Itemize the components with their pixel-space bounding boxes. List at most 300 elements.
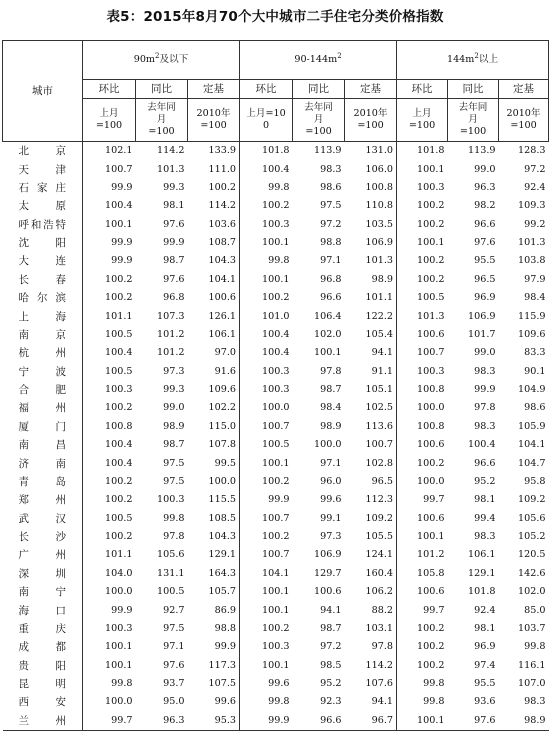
index-value: 94.1 bbox=[345, 693, 397, 711]
index-value: 100.8 bbox=[417, 384, 445, 396]
index-value: 100.2 bbox=[105, 531, 133, 543]
index-value: 99.9 bbox=[111, 237, 133, 249]
subheader-mom: 环比 bbox=[397, 80, 448, 99]
index-value: 107.5 bbox=[188, 675, 240, 693]
index-value: 98.9 bbox=[320, 420, 342, 432]
index-value: 103.1 bbox=[345, 620, 397, 638]
city-name: 重庆 bbox=[3, 620, 83, 638]
index-value: 110.8 bbox=[345, 197, 397, 215]
index-value: 124.1 bbox=[345, 546, 397, 564]
index-value: 100.3 bbox=[417, 181, 445, 193]
index-value: 106.4 bbox=[314, 310, 342, 322]
table-row bbox=[3, 399, 549, 417]
index-value: 100.1 bbox=[417, 163, 445, 175]
index-value: 112.3 bbox=[345, 491, 397, 509]
index-value: 99.9 bbox=[268, 494, 290, 506]
index-value: 97.0 bbox=[188, 344, 240, 362]
index-value: 99.8 bbox=[423, 678, 445, 690]
index-value: 95.5 bbox=[474, 255, 496, 267]
index-value: 90.1 bbox=[524, 365, 546, 377]
table-title: 表5：2015年8月70个大中城市二手住宅分类价格指数 bbox=[106, 9, 444, 25]
index-value: 95.2 bbox=[320, 678, 342, 690]
index-value: 96.3 bbox=[163, 714, 185, 726]
index-value: 99.9 bbox=[188, 638, 240, 656]
index-value: 96.9 bbox=[474, 641, 496, 653]
table-header bbox=[3, 41, 549, 142]
base-header-mom: 上月 =100 bbox=[83, 99, 136, 142]
index-value: 100.5 bbox=[105, 365, 133, 377]
index-value: 97.8 bbox=[320, 365, 342, 377]
index-value: 85.0 bbox=[524, 604, 546, 616]
index-value: 104.0 bbox=[105, 567, 133, 579]
index-value: 100.1 bbox=[262, 604, 290, 616]
index-value: 100.5 bbox=[417, 292, 445, 304]
index-value: 104.1 bbox=[518, 439, 546, 451]
city-name: 郑州 bbox=[3, 491, 83, 509]
index-value: 100.0 bbox=[314, 439, 342, 451]
index-value: 100.2 bbox=[105, 475, 133, 487]
table-row bbox=[3, 693, 549, 711]
index-value: 101.1 bbox=[345, 289, 397, 307]
base-header-yoy: 去年同 月 =100 bbox=[293, 99, 345, 142]
index-value: 100.6 bbox=[417, 512, 445, 524]
index-value: 98.9 bbox=[345, 271, 397, 289]
index-value: 97.2 bbox=[320, 641, 342, 653]
index-value: 98.6 bbox=[320, 181, 342, 193]
index-value: 100.0 bbox=[262, 402, 290, 414]
index-value: 103.7 bbox=[518, 622, 546, 634]
city-name: 福州 bbox=[3, 399, 83, 417]
base-header-base: 2010年 =100 bbox=[188, 99, 240, 142]
index-value: 86.9 bbox=[188, 601, 240, 619]
city-name: 沈阳 bbox=[3, 234, 83, 252]
index-value: 105.8 bbox=[417, 567, 445, 579]
index-value: 97.5 bbox=[163, 622, 185, 634]
index-value: 99.1 bbox=[320, 512, 342, 524]
index-value: 106.9 bbox=[468, 310, 496, 322]
index-value: 100.0 bbox=[105, 586, 133, 598]
subheader-yoy: 同比 bbox=[448, 80, 499, 99]
table-row bbox=[3, 326, 549, 344]
index-value: 106.9 bbox=[345, 234, 397, 252]
index-value: 98.1 bbox=[163, 200, 185, 212]
index-value: 97.6 bbox=[474, 237, 496, 249]
index-value: 104.3 bbox=[188, 528, 240, 546]
index-value: 116.1 bbox=[518, 659, 546, 671]
city-name: 成都 bbox=[3, 638, 83, 656]
table-row bbox=[3, 638, 549, 656]
index-value: 99.8 bbox=[268, 696, 290, 708]
index-value: 105.4 bbox=[345, 326, 397, 344]
index-value: 100.2 bbox=[105, 402, 133, 414]
index-value: 99.5 bbox=[188, 454, 240, 472]
city-name: 呼和浩特 bbox=[3, 216, 83, 234]
index-value: 100.0 bbox=[417, 475, 445, 487]
index-value: 160.4 bbox=[345, 565, 397, 583]
index-value: 109.6 bbox=[188, 381, 240, 399]
table-row bbox=[3, 583, 549, 601]
index-value: 129.7 bbox=[314, 567, 342, 579]
index-value: 100.4 bbox=[262, 163, 290, 175]
index-value: 101.1 bbox=[105, 549, 133, 561]
index-value: 100.7 bbox=[105, 163, 133, 175]
table-row bbox=[3, 528, 549, 546]
index-value: 100.1 bbox=[105, 641, 133, 653]
index-value: 100.4 bbox=[105, 439, 133, 451]
index-value: 109.3 bbox=[518, 200, 546, 212]
index-value: 107.3 bbox=[157, 310, 185, 322]
index-value: 83.3 bbox=[524, 347, 546, 359]
city-name: 昆明 bbox=[3, 675, 83, 693]
index-value: 100.6 bbox=[417, 439, 445, 451]
index-value: 97.5 bbox=[163, 475, 185, 487]
index-value: 100.6 bbox=[417, 328, 445, 340]
index-value: 97.9 bbox=[524, 273, 546, 285]
index-value: 102.0 bbox=[518, 586, 546, 598]
index-value: 96.6 bbox=[320, 714, 342, 726]
city-name: 青岛 bbox=[3, 473, 83, 491]
index-value: 106.2 bbox=[345, 583, 397, 601]
index-value: 100.2 bbox=[417, 622, 445, 634]
city-name: 南京 bbox=[3, 326, 83, 344]
table-row bbox=[3, 657, 549, 675]
index-value: 97.8 bbox=[345, 638, 397, 656]
index-value: 97.8 bbox=[163, 531, 185, 543]
index-value: 104.7 bbox=[518, 457, 546, 469]
index-value: 97.6 bbox=[163, 659, 185, 671]
index-value: 100.1 bbox=[262, 457, 290, 469]
index-value: 99.8 bbox=[423, 696, 445, 708]
index-value: 142.6 bbox=[518, 567, 546, 579]
index-value: 88.2 bbox=[345, 601, 397, 619]
index-value: 99.9 bbox=[111, 255, 133, 267]
group-header-medium: $90-144m^2$ bbox=[240, 41, 397, 80]
index-value: 98.7 bbox=[320, 622, 342, 634]
index-value: 97.1 bbox=[163, 641, 185, 653]
table-row bbox=[3, 675, 549, 693]
index-value: 114.2 bbox=[345, 657, 397, 675]
index-value: 100.8 bbox=[417, 420, 445, 432]
index-value: 105.5 bbox=[345, 528, 397, 546]
table-row bbox=[3, 216, 549, 234]
index-value: 100.1 bbox=[262, 273, 290, 285]
city-name: 深圳 bbox=[3, 565, 83, 583]
table-body bbox=[3, 142, 549, 731]
index-value: 100.7 bbox=[262, 420, 290, 432]
index-value: 97.3 bbox=[320, 531, 342, 543]
index-value: 101.3 bbox=[518, 237, 546, 249]
index-value: 103.5 bbox=[345, 216, 397, 234]
subheader-mom: 环比 bbox=[240, 80, 293, 99]
index-value: 115.0 bbox=[188, 418, 240, 436]
index-value: 96.5 bbox=[474, 273, 496, 285]
base-header-base: 2010年 =100 bbox=[499, 99, 549, 142]
index-value: 94.1 bbox=[320, 604, 342, 616]
index-value: 131.1 bbox=[157, 567, 185, 579]
index-value: 106.0 bbox=[345, 160, 397, 178]
index-value: 95.5 bbox=[474, 678, 496, 690]
table-row bbox=[3, 289, 549, 307]
index-value: 97.4 bbox=[474, 659, 496, 671]
city-name: 南昌 bbox=[3, 436, 83, 454]
index-value: 96.7 bbox=[345, 712, 397, 731]
index-value: 100.4 bbox=[105, 347, 133, 359]
index-value: 109.6 bbox=[518, 328, 546, 340]
table-row bbox=[3, 510, 549, 528]
index-value: 101.8 bbox=[468, 586, 496, 598]
index-value: 100.2 bbox=[105, 494, 133, 506]
index-value: 91.1 bbox=[345, 363, 397, 381]
index-value: 100.6 bbox=[314, 586, 342, 598]
index-value: 100.2 bbox=[417, 200, 445, 212]
city-name: 太原 bbox=[3, 197, 83, 215]
index-value: 106.1 bbox=[188, 326, 240, 344]
index-value: 100.2 bbox=[105, 273, 133, 285]
index-value: 101.0 bbox=[262, 310, 290, 322]
index-value: 95.3 bbox=[188, 712, 240, 731]
table-row bbox=[3, 546, 549, 564]
index-value: 101.2 bbox=[157, 347, 185, 359]
index-value: 98.3 bbox=[474, 420, 496, 432]
index-value: 100.3 bbox=[157, 494, 185, 506]
table-row bbox=[3, 363, 549, 381]
index-value: 100.3 bbox=[417, 365, 445, 377]
index-value: 99.9 bbox=[163, 237, 185, 249]
index-value: 99.3 bbox=[163, 384, 185, 396]
subheader-mom: 环比 bbox=[83, 80, 136, 99]
index-value: 93.6 bbox=[474, 696, 496, 708]
subheader-yoy: 同比 bbox=[293, 80, 345, 99]
index-value: 105.9 bbox=[518, 420, 546, 432]
index-value: 100.4 bbox=[262, 347, 290, 359]
city-name: 大连 bbox=[3, 252, 83, 270]
index-value: 100.2 bbox=[262, 622, 290, 634]
index-value: 107.0 bbox=[518, 678, 546, 690]
city-name: 海口 bbox=[3, 601, 83, 619]
city-column-header: 城市 bbox=[3, 41, 83, 142]
index-value: 109.2 bbox=[518, 494, 546, 506]
index-value: 95.8 bbox=[524, 475, 546, 487]
index-value: 100.3 bbox=[105, 384, 133, 396]
index-value: 96.6 bbox=[474, 218, 496, 230]
index-value: 100.3 bbox=[262, 384, 290, 396]
index-value: 105.7 bbox=[188, 583, 240, 601]
index-value: 108.5 bbox=[188, 510, 240, 528]
index-value: 109.2 bbox=[345, 510, 397, 528]
index-value: 100.1 bbox=[262, 237, 290, 249]
index-value: 99.0 bbox=[474, 163, 496, 175]
table-row bbox=[3, 436, 549, 454]
index-value: 100.5 bbox=[157, 586, 185, 598]
index-value: 106.9 bbox=[314, 549, 342, 561]
index-value: 96.8 bbox=[163, 292, 185, 304]
index-value: 100.2 bbox=[262, 200, 290, 212]
index-value: 105.6 bbox=[518, 512, 546, 524]
index-value: 113.9 bbox=[314, 145, 342, 157]
index-value: 98.3 bbox=[524, 696, 546, 708]
index-value: 100.1 bbox=[105, 659, 133, 671]
city-name: 哈尔滨 bbox=[3, 289, 83, 307]
index-value: 97.2 bbox=[320, 218, 342, 230]
table-row bbox=[3, 252, 549, 270]
city-name: 广州 bbox=[3, 546, 83, 564]
index-value: 100.2 bbox=[417, 659, 445, 671]
index-value: 100.2 bbox=[417, 255, 445, 267]
base-header-yoy: 去年同 月 =100 bbox=[448, 99, 499, 142]
city-name: 宁波 bbox=[3, 363, 83, 381]
subheader-base: 定基 bbox=[499, 80, 549, 99]
index-value: 100.7 bbox=[417, 347, 445, 359]
index-value: 105.2 bbox=[518, 531, 546, 543]
table-row bbox=[3, 160, 549, 178]
index-value: 107.8 bbox=[188, 436, 240, 454]
index-value: 99.7 bbox=[111, 714, 133, 726]
table-row bbox=[3, 473, 549, 491]
index-value: 100.2 bbox=[417, 457, 445, 469]
index-value: 100.3 bbox=[262, 365, 290, 377]
index-value: 100.7 bbox=[262, 512, 290, 524]
index-value: 99.7 bbox=[423, 604, 445, 616]
table-row bbox=[3, 601, 549, 619]
index-value: 114.2 bbox=[188, 197, 240, 215]
index-value: 115.5 bbox=[188, 491, 240, 509]
index-value: 96.5 bbox=[345, 473, 397, 491]
index-value: 99.0 bbox=[474, 347, 496, 359]
index-value: 100.3 bbox=[262, 641, 290, 653]
index-value: 98.8 bbox=[320, 237, 342, 249]
index-value: 95.0 bbox=[163, 696, 185, 708]
index-value: 92.4 bbox=[524, 181, 546, 193]
index-value: 101.8 bbox=[417, 145, 445, 157]
table-row bbox=[3, 565, 549, 583]
index-value: 102.1 bbox=[105, 145, 133, 157]
index-value: 122.2 bbox=[345, 307, 397, 325]
index-value: 100.2 bbox=[188, 179, 240, 197]
city-name: 西安 bbox=[3, 693, 83, 711]
table-row bbox=[3, 418, 549, 436]
index-value: 100.5 bbox=[262, 439, 290, 451]
index-value: 101.8 bbox=[262, 145, 290, 157]
index-value: 101.3 bbox=[345, 252, 397, 270]
index-value: 100.1 bbox=[417, 714, 445, 726]
city-name: 武汉 bbox=[3, 510, 83, 528]
table-row bbox=[3, 491, 549, 509]
index-value: 100.1 bbox=[314, 347, 342, 359]
index-value: 98.7 bbox=[320, 384, 342, 396]
index-value: 92.3 bbox=[320, 696, 342, 708]
city-name: 合肥 bbox=[3, 381, 83, 399]
index-value: 97.5 bbox=[320, 200, 342, 212]
index-value: 100.7 bbox=[345, 436, 397, 454]
table-row bbox=[3, 271, 549, 289]
index-value: 100.2 bbox=[262, 475, 290, 487]
index-value: 100.3 bbox=[262, 218, 290, 230]
index-value: 97.6 bbox=[163, 218, 185, 230]
city-name: 杭州 bbox=[3, 344, 83, 362]
base-header-base: 2010年 =100 bbox=[345, 99, 397, 142]
city-name: 北京 bbox=[3, 142, 83, 161]
index-value: 129.1 bbox=[468, 567, 496, 579]
index-value: 117.3 bbox=[188, 657, 240, 675]
group-header-small: $90m^2$及以下 bbox=[83, 41, 240, 80]
index-value: 120.5 bbox=[518, 549, 546, 561]
index-value: 96.6 bbox=[474, 457, 496, 469]
index-value: 98.5 bbox=[320, 659, 342, 671]
index-value: 128.3 bbox=[518, 145, 546, 157]
table-row bbox=[3, 712, 549, 731]
index-value: 99.9 bbox=[268, 714, 290, 726]
index-value: 99.9 bbox=[474, 384, 496, 396]
index-value: 99.6 bbox=[320, 494, 342, 506]
index-value: 99.6 bbox=[188, 693, 240, 711]
index-value: 113.9 bbox=[468, 145, 496, 157]
index-value: 101.2 bbox=[417, 549, 445, 561]
index-value: 103.8 bbox=[518, 255, 546, 267]
index-value: 106.1 bbox=[468, 549, 496, 561]
group-header-large: $144m^2$以上 bbox=[397, 41, 549, 80]
index-value: 102.2 bbox=[188, 399, 240, 417]
index-value: 100.2 bbox=[105, 292, 133, 304]
index-value: 103.6 bbox=[188, 216, 240, 234]
index-value: 98.2 bbox=[474, 200, 496, 212]
index-value: 100.8 bbox=[105, 420, 133, 432]
table-row bbox=[3, 197, 549, 215]
index-value: 100.1 bbox=[262, 586, 290, 598]
index-value: 100.6 bbox=[417, 586, 445, 598]
city-name: 兰州 bbox=[3, 712, 83, 731]
city-name: 上海 bbox=[3, 307, 83, 325]
index-value: 96.8 bbox=[320, 273, 342, 285]
index-value: 98.7 bbox=[163, 439, 185, 451]
index-value: 97.6 bbox=[474, 714, 496, 726]
index-value: 94.1 bbox=[345, 344, 397, 362]
index-value: 101.1 bbox=[105, 310, 133, 322]
index-value: 126.1 bbox=[188, 307, 240, 325]
table-row bbox=[3, 454, 549, 472]
index-value: 98.6 bbox=[524, 402, 546, 414]
subheader-yoy: 同比 bbox=[136, 80, 188, 99]
index-value: 98.3 bbox=[474, 365, 496, 377]
city-name: 南宁 bbox=[3, 583, 83, 601]
index-value: 97.3 bbox=[163, 365, 185, 377]
index-value: 98.1 bbox=[474, 622, 496, 634]
city-name: 长春 bbox=[3, 271, 83, 289]
index-value: 98.4 bbox=[524, 292, 546, 304]
index-value: 100.3 bbox=[105, 622, 133, 634]
index-value: 101.7 bbox=[468, 328, 496, 340]
index-value: 104.9 bbox=[518, 384, 546, 396]
index-value: 101.3 bbox=[417, 310, 445, 322]
index-value: 102.8 bbox=[345, 454, 397, 472]
index-value: 108.7 bbox=[188, 234, 240, 252]
index-value: 100.4 bbox=[262, 328, 290, 340]
index-value: 100.0 bbox=[417, 402, 445, 414]
index-value: 98.9 bbox=[524, 714, 546, 726]
index-value: 97.5 bbox=[163, 457, 185, 469]
subheader-base: 定基 bbox=[345, 80, 397, 99]
city-name: 厦门 bbox=[3, 418, 83, 436]
index-value: 96.0 bbox=[320, 475, 342, 487]
index-value: 97.2 bbox=[524, 163, 546, 175]
index-value: 101.2 bbox=[157, 328, 185, 340]
index-value: 99.2 bbox=[524, 218, 546, 230]
index-value: 111.0 bbox=[188, 160, 240, 178]
index-value: 100.4 bbox=[105, 200, 133, 212]
index-value: 100.2 bbox=[417, 273, 445, 285]
index-value: 99.6 bbox=[268, 678, 290, 690]
base-header-mom: 上月=10 0 bbox=[240, 99, 293, 142]
index-value: 129.1 bbox=[188, 546, 240, 564]
